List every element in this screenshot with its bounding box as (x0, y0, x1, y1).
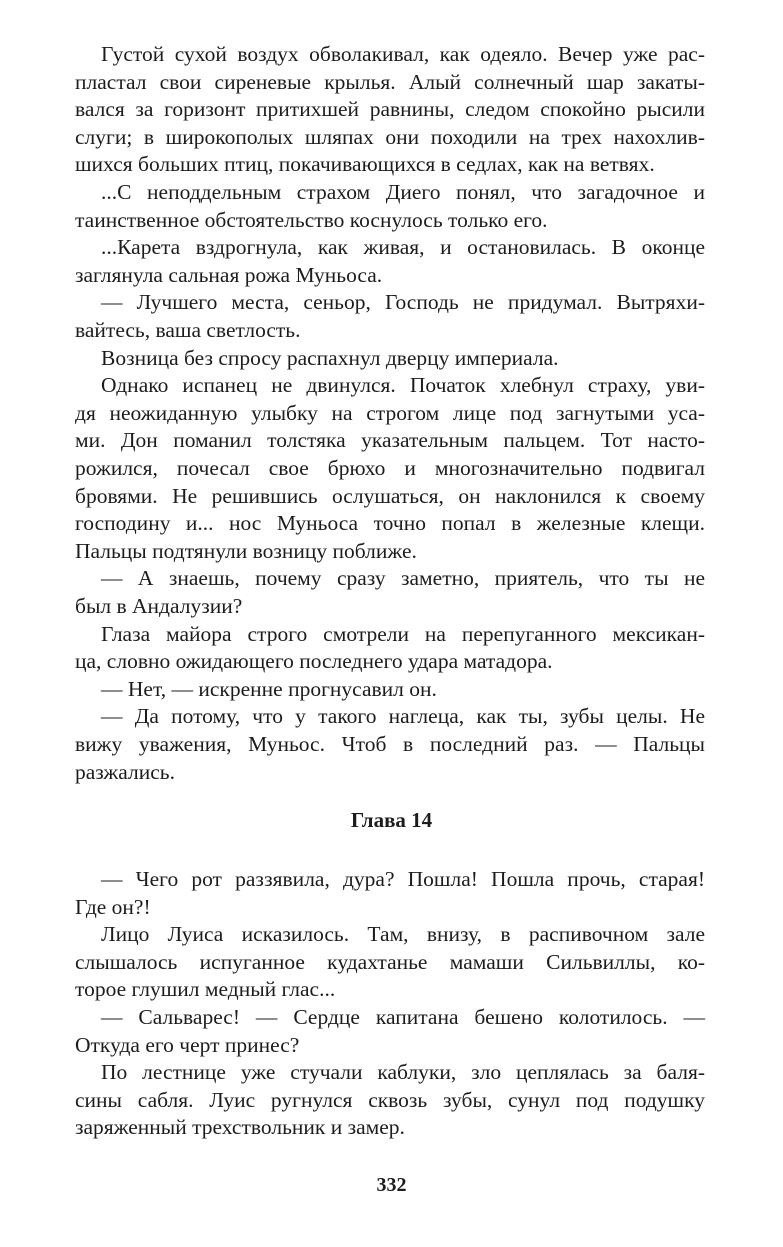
paragraph-first-line: — А знаешь, почему сразу заметно, приятель, что ты не (101, 566, 705, 591)
paragraph-line: ца, словно ожидающего последнего удара матадора. (75, 649, 553, 674)
paragraph-line: слуги; в широкополых шляпах они походили на трех нахохлив- (75, 124, 705, 149)
paragraph-line: господину и... нос Муньоса точно попал в железные клещи. (75, 511, 705, 536)
paragraph-line: вался за горизонт притихшей равнины, следом спокойно рысили (75, 97, 705, 122)
paragraph-first-line: — Нет, — искренне прогнусавил он. (101, 676, 437, 701)
paragraph-first-line: ...С неподдельным страхом Диего понял, что загадочное и (101, 180, 705, 204)
paragraph-first-line: Возница без спросу распахнул дверцу империала. (101, 345, 559, 370)
paragraph-line: дя неожиданную улыбку на строгом лице под загнутыми уса- (75, 400, 705, 425)
paragraph-line: бровями. Не решившись ослушаться, он наклонился к своему (75, 483, 705, 508)
paragraph-line: Откуда его черт принес? (75, 1032, 300, 1057)
chapter-heading: Глава 14 (350, 808, 433, 832)
paragraph-first-line: — Да потому, что у такого наглеца, как ты, зубы целы. Не (101, 704, 705, 729)
paragraph-first-line: Лицо Луиса исказилось. Там, внизу, в распивочном зале (101, 922, 705, 947)
paragraph-line: вижу уважения, Муньос. Чтоб в последний раз. — Пальцы (75, 732, 705, 756)
paragraph-line: шихся больших птиц, покачивающихся в седлах, как на ветвях. (75, 152, 655, 177)
paragraph-first-line: — Лучшего места, сеньор, Господь не придумал. Вытряхи- (101, 290, 705, 315)
paragraph-line: Где он?! (75, 894, 151, 919)
paragraph-first-line: ...Карета вздрогнула, как живая, и остановилась. В оконце (101, 235, 705, 260)
paragraph-line: ми. Дон поманил толстяка указательным пальцем. Тот насто- (75, 428, 705, 453)
paragraph-line: пластал свои сиреневые крылья. Алый солнечный шар закаты- (75, 69, 705, 94)
paragraph-line: Пальцы подтянули возницу поближе. (75, 538, 417, 563)
paragraph-line: был в Андалузии? (75, 594, 243, 618)
paragraph-line: рожился, почесал свое брюхо и многозначительно подвигал (75, 456, 705, 480)
paragraph-line: сины сабля. Луис ругнулся сквозь зубы, сунул под подушку (75, 1087, 705, 1112)
paragraph-line: заглянула сальная рожа Муньоса. (75, 262, 383, 287)
paragraph-first-line: — Чего рот раззявила, дура? Пошла! Пошла прочь, старая! (101, 867, 705, 891)
paragraph-first-line: Однако испанец не двинулся. Початок хлебнул страху, уви- (101, 373, 705, 398)
paragraph-first-line: Глаза майора строго смотрели на перепуганного мексикан- (101, 621, 705, 646)
page-number: 332 (376, 1174, 407, 1196)
paragraph-first-line: Густой сухой воздух обволакивал, как одеяло. Вечер уже рас- (101, 42, 705, 66)
paragraph-line: торое глушил медный глас... (75, 977, 336, 1002)
paragraph-line: заряженный трехствольник и замер. (75, 1115, 405, 1140)
paragraph-first-line: — Сальварес! — Сердце капитана бешено колотилось. — (101, 1005, 705, 1029)
paragraph-line: разжались. (75, 759, 175, 784)
paragraph-first-line: По лестнице уже стучали каблуки, зло цеплялась за баля- (101, 1060, 705, 1085)
paragraph-line: вайтесь, ваша светлость. (75, 318, 301, 342)
paragraph-line: слышалось испуганное кудахтанье мамаши Сильвиллы, ко- (75, 949, 705, 974)
paragraph-line: таинственное обстоятельство коснулось только его. (75, 207, 548, 232)
